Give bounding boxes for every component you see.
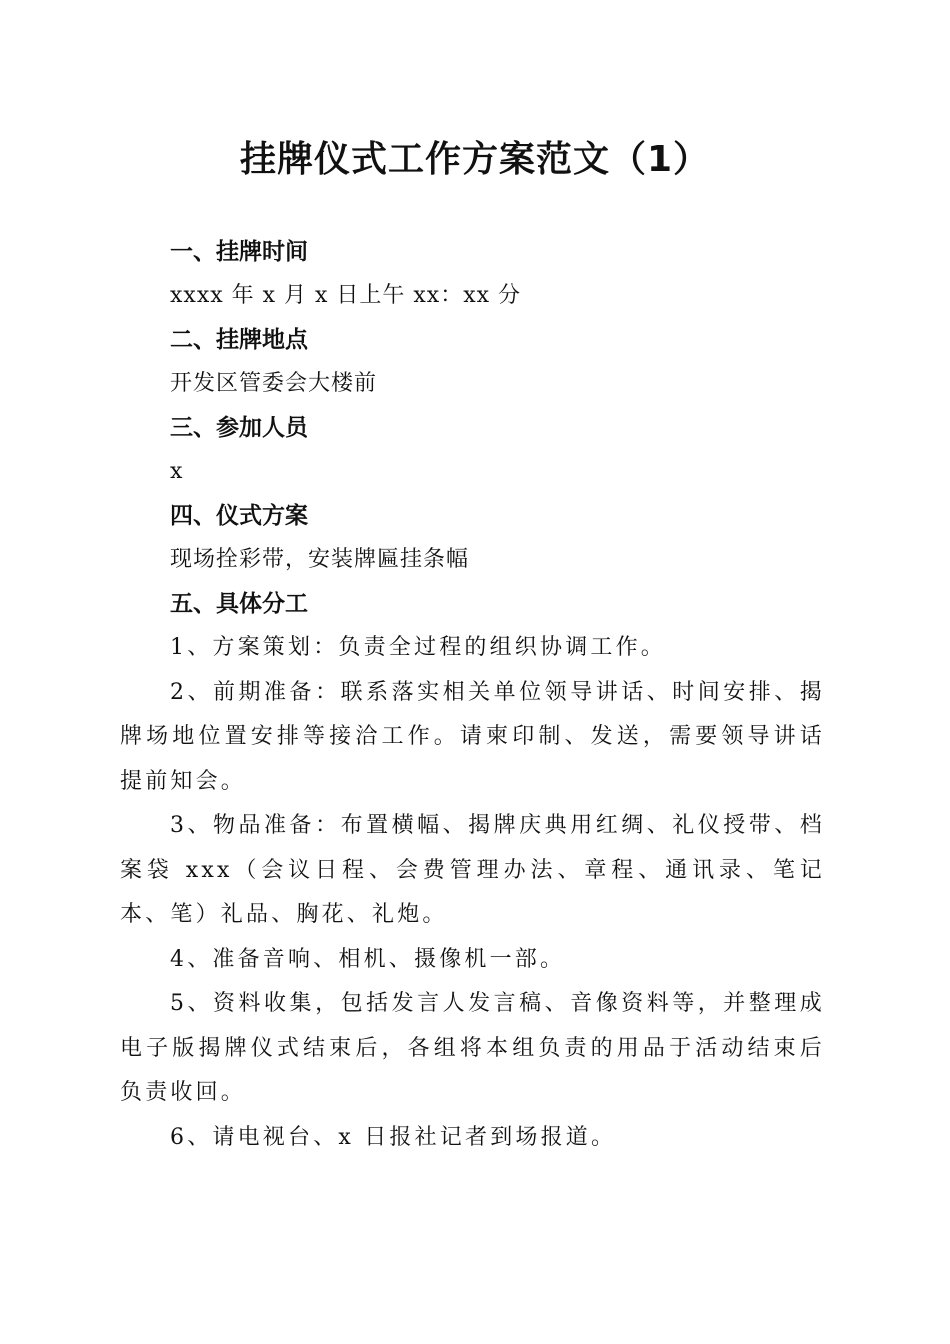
task-item-4: 4、准备音响、相机、摄像机一部。 <box>170 946 566 972</box>
section-body-ceremony: 现场拴彩带，安装牌匾挂条幅 <box>170 547 470 572</box>
document-title: 挂牌仪式工作方案范文（1） <box>239 139 711 180</box>
section-body-time: xxxx 年 x 月 x 日上午 xx：xx 分 <box>170 283 522 308</box>
section-body-location: 开发区管委会大楼前 <box>170 371 378 396</box>
section-heading-location: 二、挂牌地点 <box>170 327 308 353</box>
task-item-2: 2、前期准备：联系落实相关单位领导讲话、时间安排、揭牌场地位置安排等接洽工作。请柬印制、发送，需要领导讲话提前知会。 <box>120 679 825 794</box>
section-body-attendees: x <box>170 459 184 484</box>
section-heading-attendees: 三、参加人员 <box>170 415 308 441</box>
task-item-3: 3、物品准备：布置横幅、揭牌庆典用红绸、礼仪授带、档案袋 xxx（会议日程、会费管理办法、章程、通讯录、笔记本、笔）礼品、胸花、礼炮。 <box>120 813 825 927</box>
section-heading-time: 一、挂牌时间 <box>170 239 308 265</box>
section-heading-division: 五、具体分工 <box>170 591 308 617</box>
task-item-5: 5、资料收集，包括发言人发言稿、音像资料等，并整理成电子版揭牌仪式结束后，各组将本组负责的用品于活动结束后负责收回。 <box>120 991 825 1105</box>
document-body <box>120 230 825 1160</box>
task-item-1: 1、方案策划：负责全过程的组织协调工作。 <box>170 635 666 660</box>
task-item-6: 6、请电视台、x 日报社记者到场报道。 <box>170 1124 617 1150</box>
section-heading-ceremony: 四、仪式方案 <box>170 503 308 529</box>
